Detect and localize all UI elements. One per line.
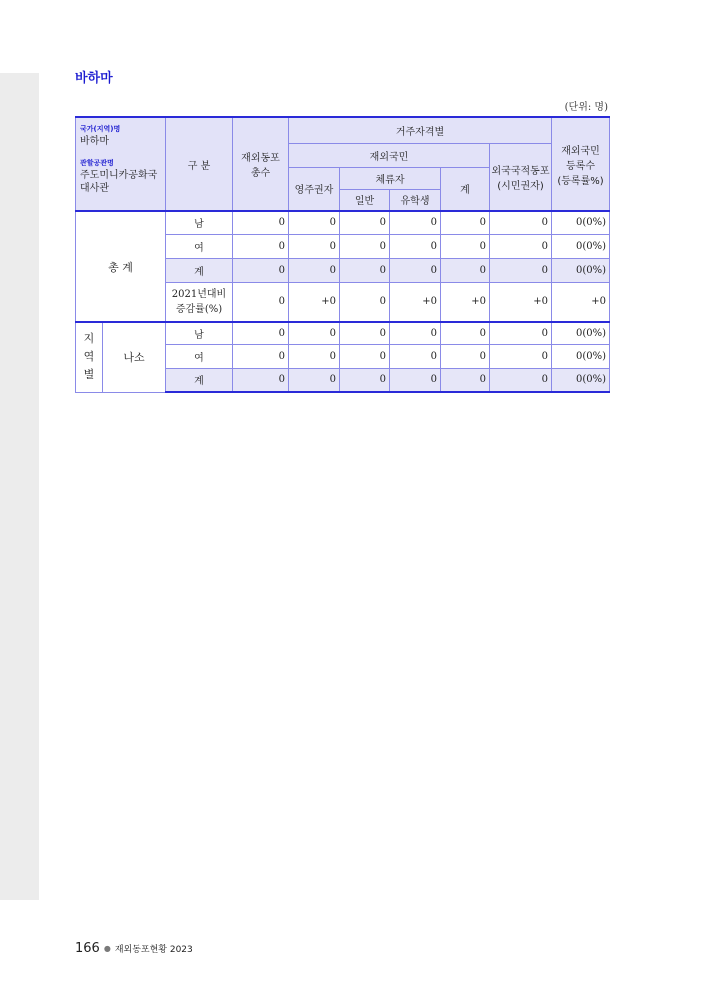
mission-name-value-line2: 대사관 [80,183,109,194]
change-rate-label-line1: 2021년대비 [171,288,227,300]
country-title: 바하마 [75,71,113,86]
row-label: 남 [166,211,233,234]
value-cell: 0(0%) [552,344,610,368]
value-cell: 0 [289,322,340,344]
header-sojourner: 체류자 [340,167,441,189]
header-category: 구 분 [166,117,233,211]
value-cell: 0 [441,258,490,282]
header-reg-line2: 등록수 [566,160,595,172]
mission-name-value-line1: 주도미니카공화국 [80,170,158,181]
value-cell: 0 [340,282,390,322]
header-registration [552,117,610,211]
country-name-label: 국가(지역)명 [80,125,121,133]
value-cell: 0 [441,344,490,368]
value-cell: 0 [233,258,289,282]
value-cell: +0 [552,282,610,322]
value-cell: 0 [340,258,390,282]
header-foreign-line2: (시민권자) [497,180,544,192]
value-cell: 0 [233,282,289,322]
table-row [76,211,610,234]
header-foreign-line1: 외국국적동포 [491,165,550,177]
row-label: 남 [166,322,233,344]
value-cell: 0 [441,322,490,344]
value-cell: 0(0%) [552,368,610,392]
table-row [76,322,610,344]
value-cell: 0 [490,344,552,368]
region-side-char3: 별 [83,368,95,382]
value-cell: 0 [340,322,390,344]
region-side-char1: 지 [83,332,95,346]
value-cell: 0(0%) [552,234,610,258]
value-cell: 0 [340,234,390,258]
mission-name-label: 관할공관명 [80,159,114,167]
header-foreign-nationality [490,143,552,211]
value-cell: 0 [390,211,441,234]
row-label: 여 [166,344,233,368]
header-student: 유학생 [390,189,441,211]
publication-name: 재외동포현황 2023 [114,945,193,955]
value-cell: 0 [289,234,340,258]
header-nationals: 재외국민 [289,143,490,167]
header-total-overseas [233,117,289,211]
value-cell: 0 [340,211,390,234]
value-cell: 0 [233,368,289,392]
value-cell: 0 [390,322,441,344]
header-total-line2: 총수 [250,168,271,179]
value-cell: +0 [289,282,340,322]
value-cell: 0 [289,258,340,282]
left-margin-band [0,73,39,900]
unit-note: (단위: 명) [564,102,608,113]
bullet-dot-icon: ● [103,944,111,953]
value-cell: 0 [390,258,441,282]
header-nationals-subtotal: 계 [441,167,490,211]
header-residence-status: 거주자격별 [289,117,552,143]
change-rate-label-line2: 증감률(%) [175,303,223,315]
region-name: 나소 [103,322,166,392]
value-cell: 0 [340,344,390,368]
country-name-value: 바하마 [80,136,109,147]
value-cell: 0 [233,344,289,368]
value-cell: 0 [233,211,289,234]
value-cell: 0 [233,234,289,258]
value-cell: 0 [390,234,441,258]
header-reg-line1: 재외국민 [561,145,600,157]
total-section-label: 총 계 [76,211,166,322]
value-cell: 0 [289,344,340,368]
value-cell: +0 [490,282,552,322]
value-cell: 0 [490,258,552,282]
value-cell: 0 [289,368,340,392]
row-label: 계 [166,258,233,282]
page-number: 166 [75,941,100,956]
row-label: 여 [166,234,233,258]
value-cell: 0 [490,322,552,344]
page-footer [75,941,193,956]
value-cell: 0 [490,234,552,258]
value-cell: +0 [390,282,441,322]
region-side-char2: 역 [83,350,95,364]
header-permanent-resident: 영주권자 [289,167,340,211]
value-cell: 0 [441,368,490,392]
row-label: 계 [166,368,233,392]
population-table [75,116,610,393]
value-cell: 0 [490,211,552,234]
value-cell: 0 [490,368,552,392]
value-cell: 0(0%) [552,211,610,234]
value-cell: 0 [390,344,441,368]
value-cell: 0 [289,211,340,234]
header-general: 일반 [340,189,390,211]
change-rate-label [166,282,233,322]
header-reg-line3: (등록률%) [557,175,604,187]
region-side-label [76,322,103,392]
value-cell: 0 [441,234,490,258]
value-cell: +0 [441,282,490,322]
corner-header-cell [76,117,166,211]
value-cell: 0(0%) [552,322,610,344]
value-cell: 0 [390,368,441,392]
header-total-line1: 재외동포 [241,153,280,164]
value-cell: 0(0%) [552,258,610,282]
value-cell: 0 [233,322,289,344]
value-cell: 0 [441,211,490,234]
value-cell: 0 [340,368,390,392]
